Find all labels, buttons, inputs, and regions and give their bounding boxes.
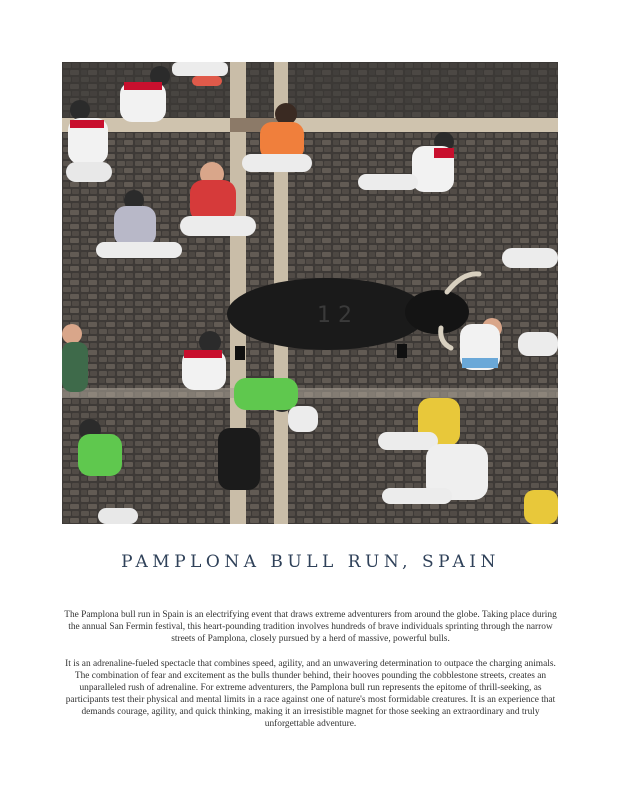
runner-yellow-corner — [524, 490, 558, 524]
bull-run-photo — [62, 62, 558, 524]
svg-text:1 2: 1 2 — [317, 303, 352, 328]
runner-blue-right — [460, 318, 502, 370]
body-paragraph-2: It is an adrenaline-fueled spectacle that combines speed, agility, and an unwavering determination to outpace the charging animals. The combination of fear and excitement as the bulls thunder behind, their hooves pounding the cobblestone streets, creates an unparalleled rush of adrenaline. For extreme adventurers, the Pamplona bull run represents the epitome of thrill-seeking, as participants test their physical and mental limits in a race against one of nature's most formidable creatures. It is an experience that demands courage, agility, and quick thinking, making it an irresistible magnet for those seeking an extraordinary and truly unforgettable adventure. — [65, 659, 556, 729]
runner-black-shirt — [218, 428, 260, 490]
body-paragraph-1: The Pamplona bull run in Spain is an electrifying event that draws extreme adventurers from around the globe. Taking place during the annual San Fermin festival, this heart-pounding tradition involves hundreds of brave individuals sprinting through the narrow streets of Pamplona, closely pursued by a herd of massive, powerful bulls. — [64, 610, 557, 644]
runner-bottom-left — [98, 508, 138, 524]
page-title: PAMPLONA BULL RUN, SPAIN — [121, 552, 500, 572]
